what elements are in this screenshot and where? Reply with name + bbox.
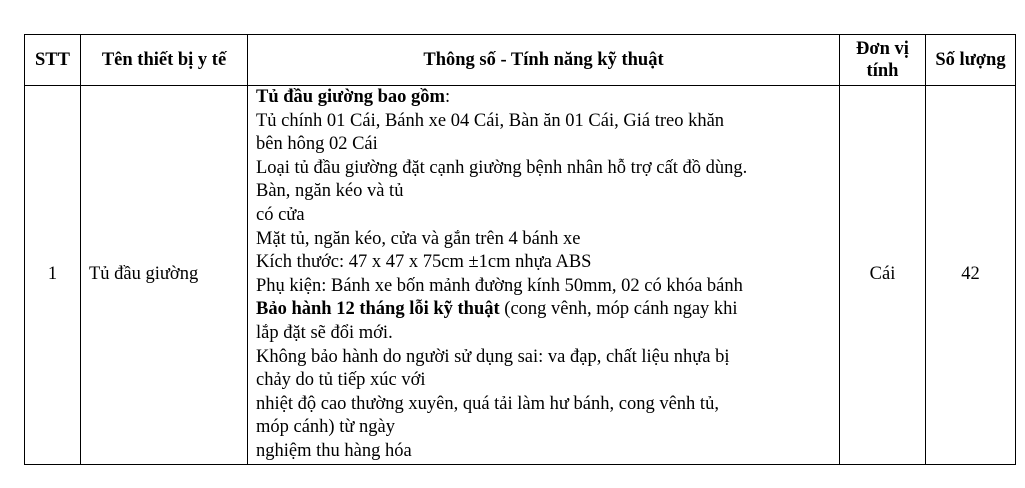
spec-line: nghiệm thu hàng hóa [256, 440, 412, 461]
spec-line: Tủ chính 01 Cái, Bánh xe 04 Cái, Bàn ăn 01 Cái, Giá treo khăn [256, 110, 725, 131]
cell-stt: 1 [25, 86, 81, 465]
header-unit-line2: tính [866, 61, 899, 81]
spec-line: Phụ kiện: Bánh xe bốn mảnh đường kính 50mm, 02 có khóa bánh [256, 275, 743, 296]
cell-specs [248, 86, 840, 465]
cell-device-name: Tủ đầu giường [81, 86, 248, 465]
header-specs: Thông số - Tính năng kỹ thuật [248, 35, 840, 86]
spec-line: có cửa [256, 204, 305, 225]
spec-line: Kích thước: 47 x 47 x 75cm ±1cm nhựa ABS [256, 252, 592, 273]
table-header-row [25, 35, 1016, 86]
spec-line: chảy do tủ tiếp xúc với [256, 370, 426, 391]
spec-line: lắp đặt sẽ đổi mới. [256, 322, 393, 343]
header-quantity: Số lượng [926, 35, 1016, 86]
cell-unit: Cái [840, 86, 926, 465]
spec-line: Không bảo hành do người sử dụng sai: va đạp, chất liệu nhựa bị [256, 346, 730, 367]
equipment-spec-table [24, 34, 1016, 465]
header-device-name: Tên thiết bị y tế [81, 35, 248, 86]
spec-line: Loại tủ đầu giường đặt cạnh giường bệnh nhân hỗ trợ cất đồ dùng. [256, 157, 748, 178]
spec-heading-colon: : [444, 87, 451, 107]
spec-line [256, 298, 833, 322]
spec-line: móp cánh) từ ngày [256, 417, 395, 438]
table-row [25, 86, 1016, 465]
cell-quantity: 42 [926, 86, 1016, 465]
warranty-detail: (cong vênh, móp cánh ngay khi [499, 299, 738, 320]
spec-line: Bàn, ngăn kéo và tủ [256, 181, 404, 202]
warranty-heading: Bảo hành 12 tháng lỗi kỹ thuật [256, 299, 500, 320]
spec-line: bên hông 02 Cái [256, 134, 378, 155]
spec-line [256, 86, 833, 110]
spec-line: Mặt tủ, ngăn kéo, cửa và gắn trên 4 bánh xe [256, 228, 581, 249]
header-stt: STT [25, 35, 81, 86]
spec-line: nhiệt độ cao thường xuyên, quá tải làm hư bánh, cong vênh tủ, [256, 393, 719, 414]
spec-heading: Tủ đầu giường bao gồm [256, 87, 445, 107]
header-unit [840, 35, 926, 86]
header-unit-line1: Đơn vị [856, 39, 909, 59]
